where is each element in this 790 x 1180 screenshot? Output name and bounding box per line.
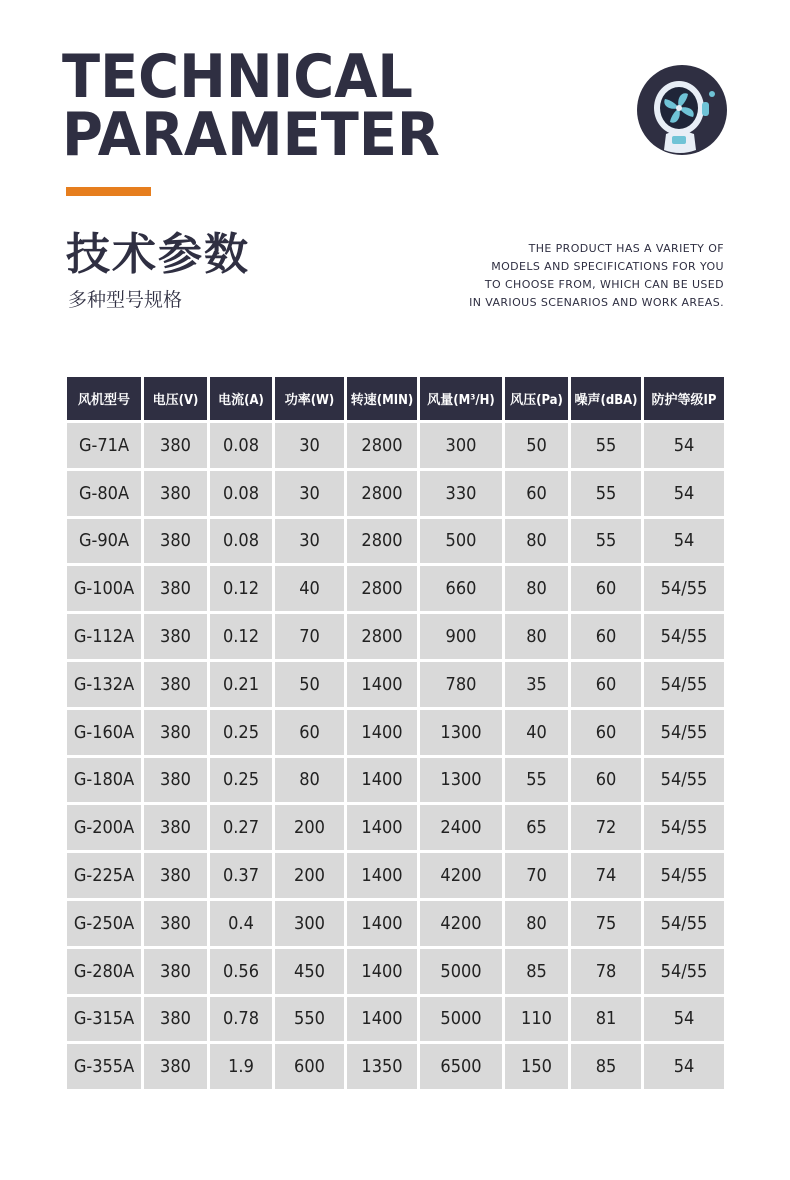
table-cell: 0.08 xyxy=(210,423,272,468)
table-cell: 80 xyxy=(505,901,568,946)
table-cell: 5000 xyxy=(420,997,502,1042)
table-cell: 55 xyxy=(571,471,641,516)
table-cell: 72 xyxy=(571,805,641,850)
title-line-2: PARAMETER xyxy=(62,100,440,170)
table-cell: 380 xyxy=(144,710,207,755)
table-cell: 0.12 xyxy=(210,566,272,611)
table-cell: 54/55 xyxy=(644,614,724,659)
table-cell: 60 xyxy=(505,471,568,516)
table-cell: 0.25 xyxy=(210,710,272,755)
table-cell: 55 xyxy=(505,758,568,803)
table-cell: 81 xyxy=(571,997,641,1042)
table-cell: 60 xyxy=(571,710,641,755)
table-header-row xyxy=(67,377,724,420)
table-cell: 1.9 xyxy=(210,1044,272,1089)
table-cell: 4200 xyxy=(420,901,502,946)
table-cell: 5000 xyxy=(420,949,502,994)
table-cell: 380 xyxy=(144,566,207,611)
table-cell: 54/55 xyxy=(644,901,724,946)
table-cell: 80 xyxy=(505,566,568,611)
table-cell: 380 xyxy=(144,519,207,564)
description-line: IN VARIOUS SCENARIOS AND WORK AREAS. xyxy=(469,296,724,309)
table-cell: G-225A xyxy=(67,853,141,898)
table-cell: 2800 xyxy=(347,519,417,564)
table-cell: 450 xyxy=(275,949,344,994)
table-body xyxy=(67,423,724,1089)
table-cell: 0.08 xyxy=(210,471,272,516)
table-cell: 60 xyxy=(275,710,344,755)
table-row xyxy=(67,519,724,564)
table-cell: 6500 xyxy=(420,1044,502,1089)
column-header: 转速(MIN) xyxy=(347,377,417,420)
description-line: THE PRODUCT HAS A VARIETY OF xyxy=(528,242,724,255)
table-cell: 30 xyxy=(275,471,344,516)
table-cell: 900 xyxy=(420,614,502,659)
table-cell: 40 xyxy=(505,710,568,755)
table-cell: 85 xyxy=(571,1044,641,1089)
table-cell: 40 xyxy=(275,566,344,611)
table-cell: 380 xyxy=(144,853,207,898)
table-row xyxy=(67,662,724,707)
table-row xyxy=(67,566,724,611)
table-cell: 380 xyxy=(144,949,207,994)
table-row xyxy=(67,423,724,468)
table-cell: 60 xyxy=(571,566,641,611)
table-cell: 380 xyxy=(144,1044,207,1089)
table-cell: G-250A xyxy=(67,901,141,946)
table-row xyxy=(67,997,724,1042)
table-cell: 30 xyxy=(275,423,344,468)
table-cell: G-71A xyxy=(67,423,141,468)
cn-title: 技术参数 xyxy=(66,229,250,280)
table-cell: 55 xyxy=(571,519,641,564)
table-cell: 380 xyxy=(144,471,207,516)
column-header: 电压(V) xyxy=(144,377,207,420)
description-line: TO CHOOSE FROM, WHICH CAN BE USED xyxy=(484,278,724,291)
column-header: 防护等级IP xyxy=(644,377,724,420)
table-cell: 1400 xyxy=(347,805,417,850)
table-cell: 60 xyxy=(571,758,641,803)
table-cell: 0.08 xyxy=(210,519,272,564)
table-cell: 78 xyxy=(571,949,641,994)
table-cell: 0.37 xyxy=(210,853,272,898)
table-cell: 380 xyxy=(144,423,207,468)
spec-table xyxy=(64,374,727,1092)
table-cell: 110 xyxy=(505,997,568,1042)
table-cell: 380 xyxy=(144,805,207,850)
column-header: 风机型号 xyxy=(67,377,141,420)
table-row xyxy=(67,758,724,803)
table-cell: G-355A xyxy=(67,1044,141,1089)
table-cell: 1400 xyxy=(347,949,417,994)
table-cell: 70 xyxy=(505,853,568,898)
cn-subtitle: 多种型号规格 xyxy=(68,289,183,311)
table-cell: 2800 xyxy=(347,614,417,659)
table-cell: 1400 xyxy=(347,662,417,707)
table-cell: 54/55 xyxy=(644,662,724,707)
table-cell: 2800 xyxy=(347,423,417,468)
table-row xyxy=(67,1044,724,1089)
description xyxy=(469,240,724,312)
table-cell: 80 xyxy=(505,614,568,659)
table-cell: 1400 xyxy=(347,901,417,946)
table-cell: 200 xyxy=(275,805,344,850)
table-cell: 54 xyxy=(644,423,724,468)
table-cell: 2400 xyxy=(420,805,502,850)
table-cell: 54 xyxy=(644,1044,724,1089)
table-cell: 65 xyxy=(505,805,568,850)
table-cell: 380 xyxy=(144,614,207,659)
table-cell: 35 xyxy=(505,662,568,707)
column-header: 噪声(dBA) xyxy=(571,377,641,420)
table-cell: 380 xyxy=(144,997,207,1042)
column-header: 电流(A) xyxy=(210,377,272,420)
table-cell: G-132A xyxy=(67,662,141,707)
table-row xyxy=(67,614,724,659)
table-cell: G-315A xyxy=(67,997,141,1042)
table-cell: 54 xyxy=(644,519,724,564)
table-cell: 60 xyxy=(571,614,641,659)
table-cell: 0.78 xyxy=(210,997,272,1042)
table-cell: 300 xyxy=(420,423,502,468)
table-cell: 0.12 xyxy=(210,614,272,659)
title-line-1: TECHNICAL xyxy=(62,42,413,112)
table-cell: 54/55 xyxy=(644,566,724,611)
column-header: 风量(M³/H) xyxy=(420,377,502,420)
accent-bar xyxy=(66,187,151,196)
fan-robot-logo-icon xyxy=(636,64,728,156)
table-row xyxy=(67,471,724,516)
table-cell: 330 xyxy=(420,471,502,516)
table-cell: 0.27 xyxy=(210,805,272,850)
page-title xyxy=(62,42,440,170)
table-cell: 50 xyxy=(275,662,344,707)
table-cell: 0.4 xyxy=(210,901,272,946)
table-cell: 50 xyxy=(505,423,568,468)
table-cell: 54/55 xyxy=(644,853,724,898)
table-row xyxy=(67,901,724,946)
table-cell: G-200A xyxy=(67,805,141,850)
table-cell: 380 xyxy=(144,662,207,707)
table-cell: 550 xyxy=(275,997,344,1042)
table-cell: 60 xyxy=(571,662,641,707)
table-cell: 380 xyxy=(144,758,207,803)
table-cell: 1350 xyxy=(347,1044,417,1089)
table-cell: 4200 xyxy=(420,853,502,898)
table-cell: 0.21 xyxy=(210,662,272,707)
table-cell: 1400 xyxy=(347,758,417,803)
table-cell: 0.25 xyxy=(210,758,272,803)
table-cell: 780 xyxy=(420,662,502,707)
table-cell: 54/55 xyxy=(644,758,724,803)
table-cell: 150 xyxy=(505,1044,568,1089)
table-cell: G-80A xyxy=(67,471,141,516)
table-cell: 80 xyxy=(505,519,568,564)
column-header: 风压(Pa) xyxy=(505,377,568,420)
table-cell: 54 xyxy=(644,471,724,516)
table-cell: 85 xyxy=(505,949,568,994)
table-cell: 30 xyxy=(275,519,344,564)
description-line: MODELS AND SPECIFICATIONS FOR YOU xyxy=(491,260,724,273)
column-header: 功率(W) xyxy=(275,377,344,420)
table-cell: 500 xyxy=(420,519,502,564)
table-cell: 600 xyxy=(275,1044,344,1089)
table-cell: 70 xyxy=(275,614,344,659)
table-cell: G-180A xyxy=(67,758,141,803)
table-cell: 1400 xyxy=(347,997,417,1042)
table-cell: G-90A xyxy=(67,519,141,564)
table-cell: 0.56 xyxy=(210,949,272,994)
table-cell: 54 xyxy=(644,997,724,1042)
table-cell: 660 xyxy=(420,566,502,611)
table-cell: 75 xyxy=(571,901,641,946)
table-row xyxy=(67,853,724,898)
table-cell: 80 xyxy=(275,758,344,803)
table-cell: 2800 xyxy=(347,471,417,516)
table-cell: 380 xyxy=(144,901,207,946)
table-cell: G-280A xyxy=(67,949,141,994)
table-cell: 200 xyxy=(275,853,344,898)
table-cell: 300 xyxy=(275,901,344,946)
table-cell: 55 xyxy=(571,423,641,468)
table-cell: G-112A xyxy=(67,614,141,659)
table-cell: 1300 xyxy=(420,758,502,803)
table-cell: G-160A xyxy=(67,710,141,755)
table-cell: 54/55 xyxy=(644,949,724,994)
table-row xyxy=(67,710,724,755)
table-row xyxy=(67,805,724,850)
table-cell: 74 xyxy=(571,853,641,898)
table-cell: 1400 xyxy=(347,853,417,898)
table-cell: 1300 xyxy=(420,710,502,755)
table-cell: 54/55 xyxy=(644,805,724,850)
table-cell: 2800 xyxy=(347,566,417,611)
table-cell: G-100A xyxy=(67,566,141,611)
table-row xyxy=(67,949,724,994)
table-cell: 1400 xyxy=(347,710,417,755)
table-cell: 54/55 xyxy=(644,710,724,755)
